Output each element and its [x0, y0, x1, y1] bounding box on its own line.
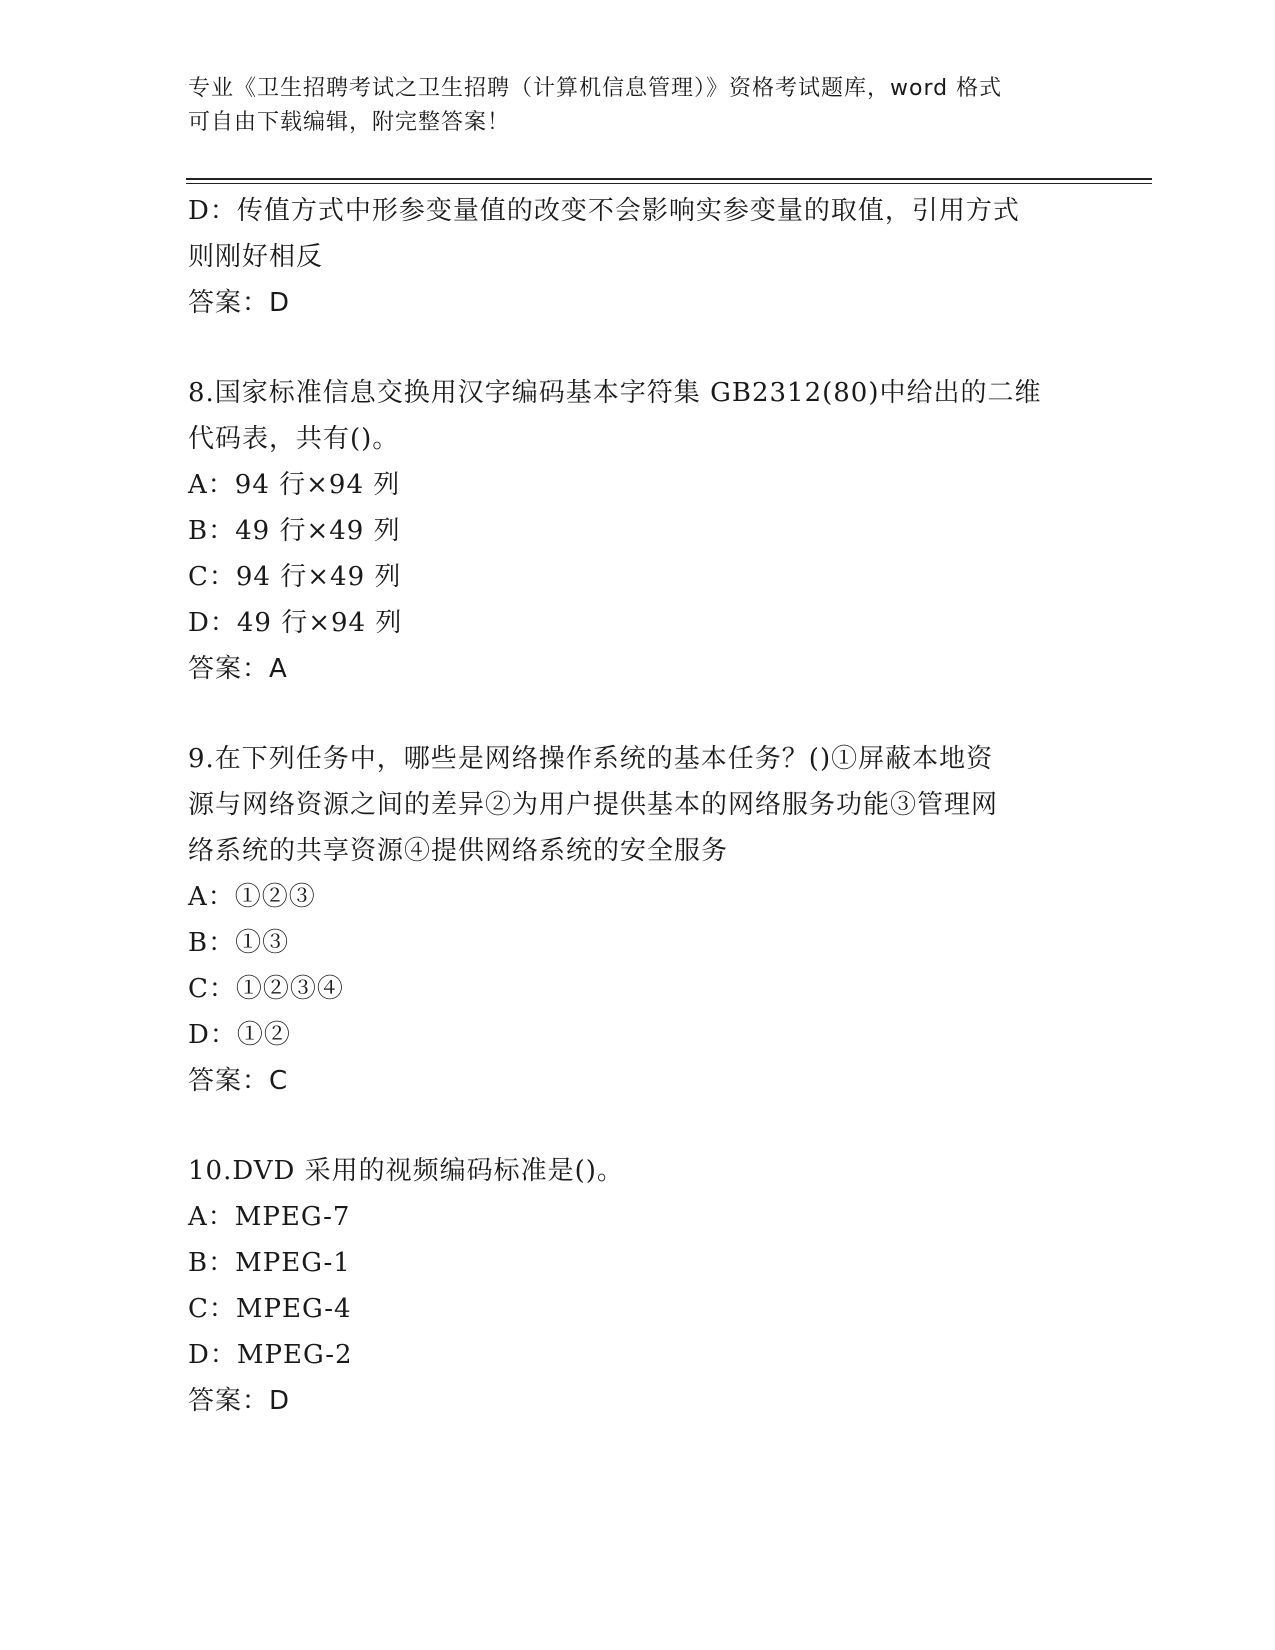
option-d: D：MPEG-2	[188, 1340, 353, 1370]
question-stem-line: 10.DVD 采用的视频编码标准是()。	[188, 1156, 624, 1186]
page-header	[188, 72, 1068, 140]
option-a: A：MPEG-7	[188, 1202, 351, 1232]
option-d: D：①②	[188, 1020, 291, 1050]
question-content	[188, 188, 1078, 1424]
option-c: C：94 行×49 列	[188, 562, 402, 592]
header-divider-thick	[186, 178, 1152, 180]
answer-line: 答案：A	[188, 654, 288, 684]
option-b: B：49 行×49 列	[188, 516, 401, 546]
question-9	[188, 736, 1078, 1104]
option-c: C：MPEG-4	[188, 1294, 352, 1324]
option-c: C：①②③④	[188, 974, 344, 1004]
option-d-line-2: 则刚好相反	[188, 242, 324, 272]
option-b: B：MPEG-1	[188, 1248, 351, 1278]
option-b: B：①③	[188, 928, 290, 958]
question-stem-line: 络系统的共享资源④提供网络系统的安全服务	[188, 836, 729, 866]
header-line-2: 可自由下载编辑，附完整答案！	[188, 110, 511, 135]
spacer	[188, 692, 1078, 736]
spacer	[188, 326, 1078, 370]
answer-line: 答案：D	[188, 1386, 291, 1416]
option-d-line-1: D：传值方式中形参变量值的改变不会影响实参变量的取值，引用方式	[188, 196, 1020, 226]
option-a: A：①②③	[188, 882, 316, 912]
question-8	[188, 370, 1078, 692]
header-line-1: 专业《卫生招聘考试之卫生招聘（计算机信息管理）》资格考试题库，word 格式	[188, 76, 1003, 101]
option-d: D：49 行×94 列	[188, 608, 403, 638]
previous-question-tail	[188, 188, 1078, 326]
question-stem-line: 8.国家标准信息交换用汉字编码基本字符集 GB2312(80)中给出的二维	[188, 378, 1042, 408]
question-10	[188, 1148, 1078, 1424]
header-divider-thin	[186, 183, 1152, 184]
question-stem-line: 9.在下列任务中，哪些是网络操作系统的基本任务？()①屏蔽本地资	[188, 744, 994, 774]
question-stem-line: 代码表，共有()。	[188, 424, 400, 454]
answer-line: 答案：D	[188, 288, 291, 318]
question-stem-line: 源与网络资源之间的差异②为用户提供基本的网络服务功能③管理网	[188, 790, 999, 820]
option-a: A：94 行×94 列	[188, 470, 401, 500]
spacer	[188, 1104, 1078, 1148]
answer-line: 答案：C	[188, 1066, 289, 1096]
